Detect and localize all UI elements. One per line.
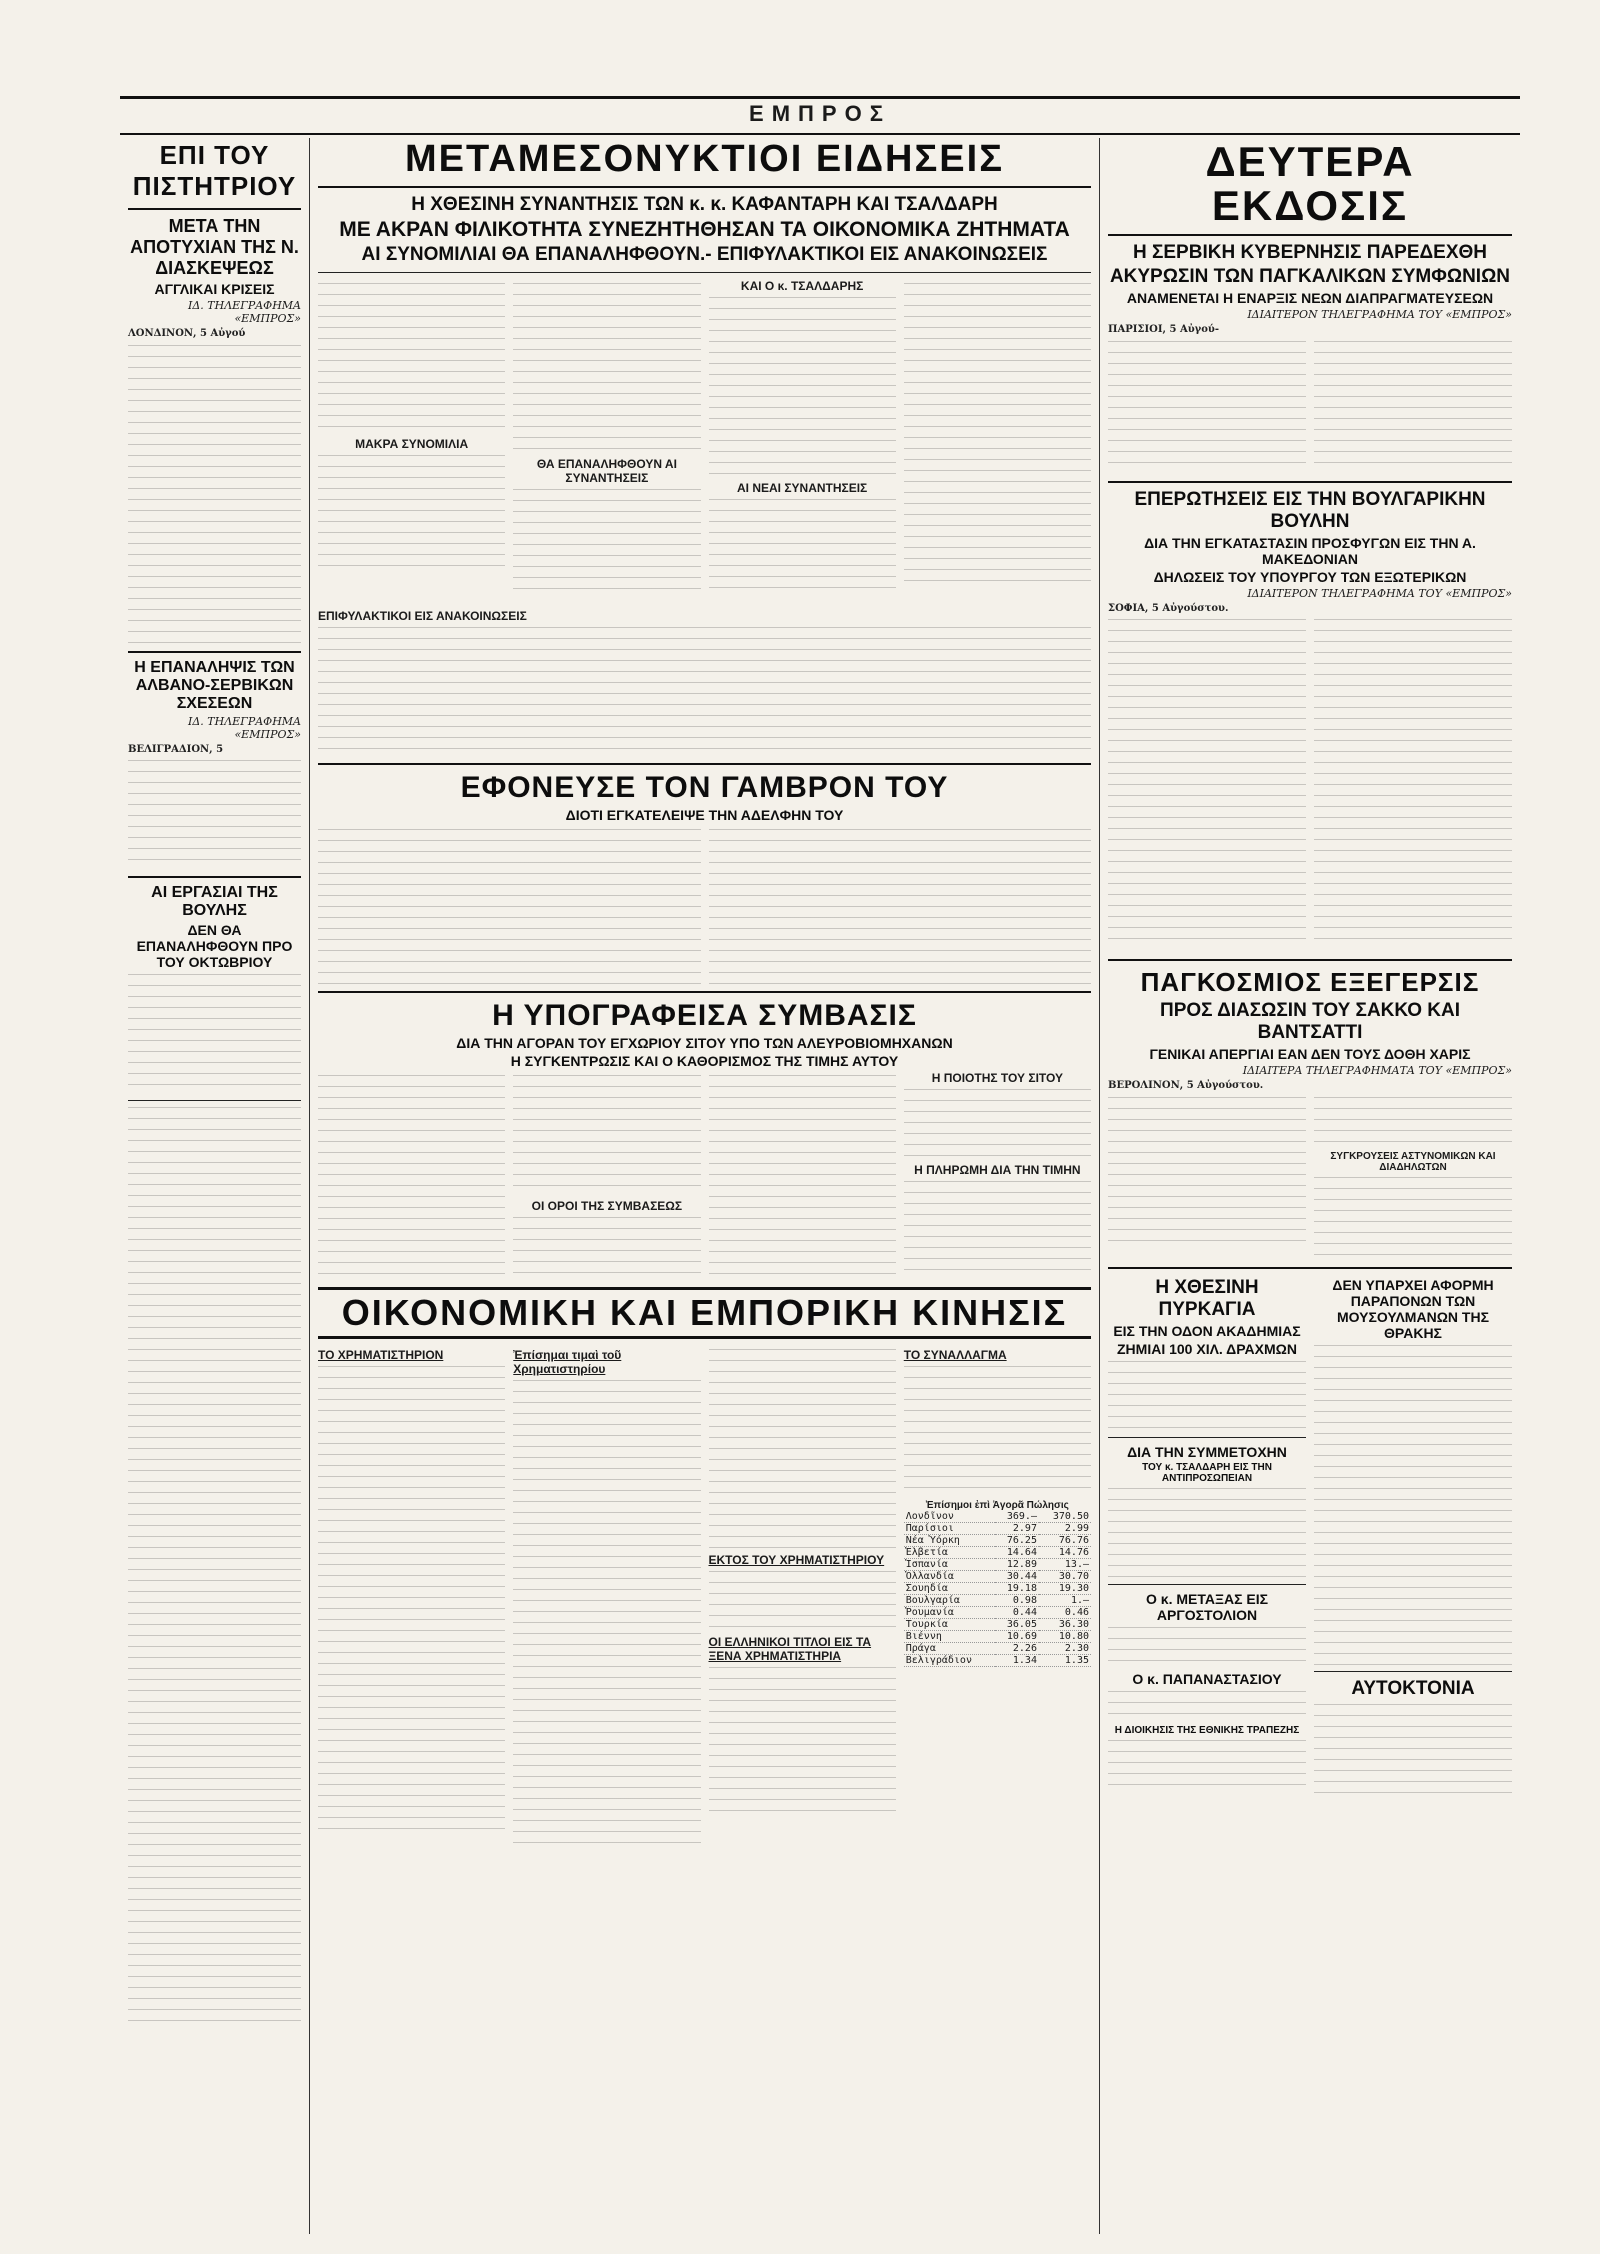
label-foreign-exchange: ΤΟ ΣΥΝΑΛΛΑΓΜΑ [903, 1347, 1007, 1362]
exchange-row [904, 1582, 1091, 1594]
left-story2-body [128, 760, 301, 870]
left-dateline-2: ΙΔ. ΤΗΛΕΓΡΑΦΗΜΑ «ΕΜΠΡΟΣ» [188, 714, 301, 741]
tsaldaris-story-title: ΔΙΑ ΤΗΝ ΣΥΜΜΕΤΟΧΗΝ [1127, 1443, 1287, 1460]
inline-heading-epifylaktikoi: ΕΠΙΦΥΛΑΚΤΙΚΟΙ ΕΙΣ ΑΝΑΚΟΙΝΩΣΕΙΣ [318, 608, 527, 623]
exchange-cell-city: Παρίσιοι [904, 1522, 995, 1534]
exchange-cell-a: 2.26 [995, 1642, 1039, 1654]
story-contract-sub2: Η ΣΥΓΚΕΝΤΡΩΣΙΣ ΚΑΙ Ο ΚΑΘΟΡΙΣΜΟΣ ΤΗΣ ΤΙΜΗΣ ΑΥΤΟΥ [510, 1052, 899, 1069]
exchange-cell-b: 76.76 [1039, 1534, 1091, 1546]
inline-heading-makra: ΜΑΚΡΑ ΣΥΝΟΜΙΛΙΑ [355, 436, 469, 451]
left-story3-title: ΑΙ ΕΡΓΑΣΙΑΙ ΤΗΣ ΒΟΥΛΗΣ [151, 884, 278, 919]
sacco-story-place: ΒΕΡΟΛΙΝΟΝ, 5 Αὐγούστου. [1108, 1080, 1264, 1092]
exchange-cell-b: 370.50 [1039, 1511, 1091, 1523]
exchange-cell-a: 10.69 [995, 1630, 1039, 1642]
left-place-2: ΒΕΛΙΓΡΑΔΙΟΝ, 5 [128, 743, 224, 755]
center-column [310, 138, 1100, 2234]
exchange-cell-a: 2.97 [995, 1522, 1039, 1534]
metaxas-story-title: Ο κ. ΜΕΤΑΞΑΣ ΕΙΣ ΑΡΓΟΣΤΟΛΙΟΝ [1145, 1590, 1269, 1623]
exchange-cell-a: 30.44 [995, 1570, 1039, 1582]
exchange-cell-b: 0.46 [1039, 1606, 1091, 1618]
story-murder-title: ΕΦΟΝΕΥΣΕ ΤΟΝ ΓΑΜΒΡΟΝ ΤΟΥ [460, 770, 949, 804]
label-stock-exchange: ΤΟ ΧΡΗΜΑΤΙΣΤΗΡΙΟΝ [318, 1347, 444, 1362]
masthead [120, 96, 1520, 135]
inline-heading-nees: ΑΙ ΝΕΑΙ ΣΥΝΑΝΤΗΣΕΙΣ [736, 480, 868, 495]
exchange-row [904, 1642, 1091, 1654]
center-lead-story [318, 279, 1091, 609]
serbian-story-dateline: ΙΔΙΑΙΤΕΡΟΝ ΤΗΛΕΓΡΑΦΗΜΑ ΤΟΥ «ΕΜΠΡΟΣ» [1247, 308, 1512, 322]
bulgarian-story-title: ΕΠΕΡΩΤΗΣΕΙΣ ΕΙΣ ΤΗΝ ΒΟΥΛΓΑΡΙΚΗΝ ΒΟΥΛΗΝ [1134, 488, 1486, 532]
exchange-row [904, 1558, 1091, 1570]
papanastasiou-story-title: Ο κ. ΠΑΠΑΝΑΣΤΑΣΙΟΥ [1132, 1670, 1282, 1687]
masthead-title: ΕΜΠΡΟΣ [749, 101, 891, 126]
center-subhead-3: ΑΙ ΣΥΝΟΜΙΛΙΑΙ ΘΑ ΕΠΑΝΑΛΗΦΘΟΥΝ.- ΕΠΙΦΥΛΑΚΤΙΚΟΙ ΕΙΣ ΑΝΑΚΟΙΝΩΣΕΙΣ [361, 243, 1048, 265]
sacco-inline-heading: ΣΥΓΚΡΟΥΣΕΙΣ ΑΣΤΥΝΟΜΙΚΩΝ ΚΑΙ ΔΙΑΔΗΛΩΤΩΝ [1330, 1150, 1496, 1173]
left-story3-sub: ΔΕΝ ΘΑ ΕΠΑΝΑΛΗΦΘΟΥΝ ΠΡΟ ΤΟΥ ΟΚΤΩΒΡΙΟΥ [136, 922, 293, 970]
exchange-table-title: Ἐπίσημοι ἐπὶ Ἀγορᾶ Πώλησις [925, 1499, 1069, 1511]
center-banner: ΜΕΤΑΜΕΣΟΝΥΚΤΙΟΙ ΕΙΔΗΣΕΙΣ [404, 138, 1005, 180]
exchange-cell-b: 14.76 [1039, 1546, 1091, 1558]
left-column [120, 138, 310, 2234]
right-banner: ΔΕΥΤΕΡΑ ΕΚΔΟΣΙΣ [1205, 138, 1415, 230]
exchange-row [904, 1618, 1091, 1630]
exchange-cell-city: Πράγα [904, 1642, 995, 1654]
exchange-cell-city: Τουρκία [904, 1618, 995, 1630]
sacco-story-sub: ΠΡΟΣ ΔΙΑΣΩΣΙΝ ΤΟΥ ΣΑΚΚΟ ΚΑΙ ΒΑΝΤΣΑΤΤΙ [1159, 1000, 1461, 1044]
exchange-cell-a: 76.25 [995, 1534, 1039, 1546]
exchange-row [904, 1570, 1091, 1582]
exchange-cell-a: 369.— [995, 1511, 1039, 1523]
exchange-cell-a: 36.05 [995, 1618, 1039, 1630]
exchange-cell-city: Βουλγαρία [904, 1594, 995, 1606]
story-contract-sub: ΔΙΑ ΤΗΝ ΑΓΟΡΑΝ ΤΟΥ ΕΓΧΩΡΙΟΥ ΣΙΤΟΥ ΥΠΟ ΤΩΝ ΑΛΕΥΡΟΒΙΟΜΗΧΑΝΩΝ [456, 1034, 953, 1051]
fire-story-title: Η ΧΘΕΣΙΝΗ ΠΥΡΚΑΓΙΑ [1155, 1276, 1259, 1320]
exchange-cell-b: 36.30 [1039, 1618, 1091, 1630]
exchange-row [904, 1546, 1091, 1558]
sacco-story-sub2: ΓΕΝΙΚΑΙ ΑΠΕΡΓΙΑΙ ΕΑΝ ΔΕΝ ΤΟΥΣ ΔΟΘΗ ΧΑΡΙΣ [1149, 1046, 1471, 1063]
label-greek-titles: ΟΙ ΕΛΛΗΝΙΚΟΙ ΤΙΤΛΟΙ ΕΙΣ ΤΑ ΞΕΝΑ ΧΡΗΜΑΤΙΣΤΗΡΙΑ [708, 1634, 872, 1663]
center-subhead-2: ΜΕ ΑΚΡΑΝ ΦΙΛΙΚΟΤΗΤΑ ΣΥΝΕΖΗΤΗΘΗΣΑΝ ΤΑ ΟΙΚΟΝΟΜΙΚΑ ΖΗΤΗΜΑΤΑ [339, 217, 1070, 241]
exchange-row [904, 1654, 1091, 1666]
left-story-body [128, 345, 301, 645]
exchange-cell-a: 0.44 [995, 1606, 1039, 1618]
exchange-cell-b: 10.80 [1039, 1630, 1091, 1642]
national-bank-story-title: Η ΔΙΟΙΚΗΣΙΣ ΤΗΣ ΕΘΝΙΚΗΣ ΤΡΑΠΕΖΗΣ [1114, 1724, 1300, 1736]
tsaldaris-story-sub: ΤΟΥ κ. ΤΣΑΛΔΑΡΗ ΕΙΣ ΤΗΝ ΑΝΤΙΠΡΟΣΩΠΕΙΑΝ [1142, 1461, 1272, 1484]
bulgarian-story-place: ΣΟΦΙΑ, 5 Αὐγούστου. [1108, 602, 1229, 614]
exchange-row [904, 1594, 1091, 1606]
inline-heading-quality: Η ΠΟΙΟΤΗΣ ΤΟΥ ΣΙΤΟΥ [931, 1070, 1064, 1085]
inline-heading-tsaldaris: ΚΑΙ Ο κ. ΤΣΑΛΔΑΡΗΣ [740, 278, 864, 293]
exchange-cell-a: 12.89 [995, 1558, 1039, 1570]
label-official-prices: Ἐπίσημαι τιμαὶ τοῦ Χρηματιστηρίου [513, 1347, 622, 1376]
exchange-cell-city: Βιέννη [904, 1630, 995, 1642]
inline-heading-synantiseis: ΘΑ ΕΠΑΝΑΛΗΦΘΟΥΝ ΑΙ ΣΥΝΑΝΤΗΣΕΙΣ [536, 456, 677, 485]
exchange-row [904, 1534, 1091, 1546]
serbian-story-title: Η ΣΕΡΒΙΚΗ ΚΥΒΕΡΝΗΣΙΣ ΠΑΡΕΔΕΧΘΗ [1132, 242, 1488, 264]
label-outside-exchange: ΕΚΤΟΣ ΤΟΥ ΧΡΗΜΑΤΙΣΤΗΡΙΟΥ [708, 1552, 885, 1567]
left-kicker: ΑΓΓΛΙΚΑΙ ΚΡΙΣΕΙΣ [154, 281, 275, 297]
left-subheadline: ΜΕΤΑ ΤΗΝ ΑΠΟΤΥΧΙΑΝ ΤΗΣ Ν. ΔΙΑΣΚΕΨΕΩΣ [130, 216, 299, 278]
exchange-cell-b: 13.— [1039, 1558, 1091, 1570]
serbian-story-place: ΠΑΡΙΣΙΟΙ, 5 Αὐγού- [1108, 324, 1219, 336]
story-murder-body [318, 825, 1091, 985]
left-continuation-body [128, 1107, 301, 2027]
story-murder-sub: ΔΙΟΤΙ ΕΓΚΑΤΕΛΕΙΨΕ ΤΗΝ ΑΔΕΛΦΗΝ ΤΟΥ [565, 806, 844, 823]
exchange-rate-table [904, 1511, 1091, 1667]
exchange-cell-a: 0.98 [995, 1594, 1039, 1606]
fire-story-sub: ΕΙΣ ΤΗΝ ΟΔΟΝ ΑΚΑΔΗΜΙΑΣ [1113, 1322, 1301, 1339]
suicide-story-title: ΑΥΤΟΚΤΟΝΙΑ [1351, 1677, 1475, 1699]
economic-section-body [318, 1345, 1091, 1854]
exchange-row [904, 1630, 1091, 1642]
exchange-cell-b: 2.99 [1039, 1522, 1091, 1534]
exchange-cell-city: Νέα Ὑόρκη [904, 1534, 995, 1546]
exchange-cell-b: 30.70 [1039, 1570, 1091, 1582]
exchange-cell-a: 14.64 [995, 1546, 1039, 1558]
fire-story-damage: ΖΗΜΙΑΙ 100 ΧΙΛ. ΔΡΑΧΜΩΝ [1117, 1340, 1297, 1357]
left-headline: ΕΠΙ ΤΟΥ ΠΙΣΤΗΤΡΙΟΥ [132, 140, 297, 201]
exchange-cell-city: Σουηδία [904, 1582, 995, 1594]
exchange-cell-b: 2.30 [1039, 1642, 1091, 1654]
sacco-story-dateline: ΙΔΙΑΙΤΕΡΑ ΤΗΛΕΓΡΑΦΗΜΑΤΑ ΤΟΥ «ΕΜΠΡΟΣ» [1242, 1064, 1512, 1078]
left-story2-title: Η ΕΠΑΝΑΛΗΨΙΣ ΤΩΝ ΑΛΒΑΝΟ-ΣΕΡΒΙΚΩΝ ΣΧΕΣΕΩΝ [134, 658, 295, 712]
right-column [1100, 138, 1520, 2234]
economic-section-title: ΟΙΚΟΝΟΜΙΚΗ ΚΑΙ ΕΜΠΟΡΙΚΗ ΚΙΝΗΣΙΣ [318, 1287, 1091, 1339]
inline-heading-payment: Η ΠΛΗΡΩΜΗ ΔΙΑ ΤΗΝ ΤΙΜΗΝ [914, 1162, 1081, 1177]
left-dateline: ΙΔ. ΤΗΛΕΓΡΑΦΗΜΑ «ΕΜΠΡΟΣ» [188, 299, 301, 325]
center-lead-continuation [318, 627, 1091, 757]
exchange-cell-city: Ἑλβετία [904, 1546, 995, 1558]
serbian-story-sub2: ΑΝΑΜΕΝΕΤΑΙ Η ΕΝΑΡΞΙΣ ΝΕΩΝ ΔΙΑΠΡΑΓΜΑΤΕΥΣΕΩΝ [1126, 290, 1494, 307]
center-subhead-1: Η ΧΘΕΣΙΝΗ ΣΥΝΑΝΤΗΣΙΣ ΤΩΝ κ. κ. ΚΑΦΑΝΤΑΡΗ ΚΑΙ ΤΣΑΛΔΑΡΗ [411, 193, 998, 215]
left-story3-body [128, 974, 301, 1094]
exchange-cell-b: 1.— [1039, 1594, 1091, 1606]
bulgarian-story-sub: ΔΙΑ ΤΗΝ ΕΓΚΑΤΑΣΤΑΣΙΝ ΠΡΟΣΦΥΓΩΝ ΕΙΣ ΤΗΝ Α. ΜΑΚΕΔΟΝΙΑΝ [1144, 534, 1476, 567]
exchange-cell-city: Ἰσπανία [904, 1558, 995, 1570]
exchange-cell-city: Βελιγράδιον [904, 1654, 995, 1666]
exchange-row [904, 1511, 1091, 1523]
exchange-row [904, 1522, 1091, 1534]
sacco-story-title: ΠΑΓΚΟΣΜΙΟΣ ΕΞΕΓΕΡΣΙΣ [1140, 967, 1480, 998]
story-contract-body [318, 1071, 1091, 1281]
exchange-cell-city: Ὁλλανδία [904, 1570, 995, 1582]
bulgarian-story-dateline: ΙΔΙΑΙΤΕΡΟΝ ΤΗΛΕΓΡΑΦΗΜΑ ΤΟΥ «ΕΜΠΡΟΣ» [1247, 586, 1512, 600]
exchange-cell-city: Λονδῖνον [904, 1511, 995, 1523]
thrace-story-title: ΔΕΝ ΥΠΑΡΧΕΙ ΑΦΟΡΜΗ ΠΑΡΑΠΟΝΩΝ ΤΩΝ ΜΟΥΣΟΥΛΜΑΝΩΝ ΤΗΣ ΘΡΑΚΗΣ [1332, 1276, 1494, 1341]
exchange-cell-a: 1.34 [995, 1654, 1039, 1666]
left-place: ΛΟΝΔΙΝΟΝ, 5 Αὐγού [128, 328, 246, 339]
serbian-story-sub: ΑΚΥΡΩΣΙΝ ΤΩΝ ΠΑΓΚΑΛΙΚΩΝ ΣΥΜΦΩΝΙΩΝ [1109, 266, 1511, 288]
exchange-cell-b: 19.30 [1039, 1582, 1091, 1594]
inline-heading-terms: ΟΙ ΟΡΟΙ ΤΗΣ ΣΥΜΒΑΣΕΩΣ [531, 1198, 683, 1213]
exchange-cell-a: 19.18 [995, 1582, 1039, 1594]
story-contract-title: Η ΥΠΟΓΡΑΦΕΙΣΑ ΣΥΜΒΑΣΙΣ [492, 998, 917, 1032]
exchange-cell-b: 1.35 [1039, 1654, 1091, 1666]
exchange-row [904, 1606, 1091, 1618]
bulgarian-story-sub2: ΔΗΛΩΣΕΙΣ ΤΟΥ ΥΠΟΥΡΓΟΥ ΤΩΝ ΕΞΩΤΕΡΙΚΩΝ [1153, 568, 1467, 585]
exchange-cell-city: Ῥουμανία [904, 1606, 995, 1618]
